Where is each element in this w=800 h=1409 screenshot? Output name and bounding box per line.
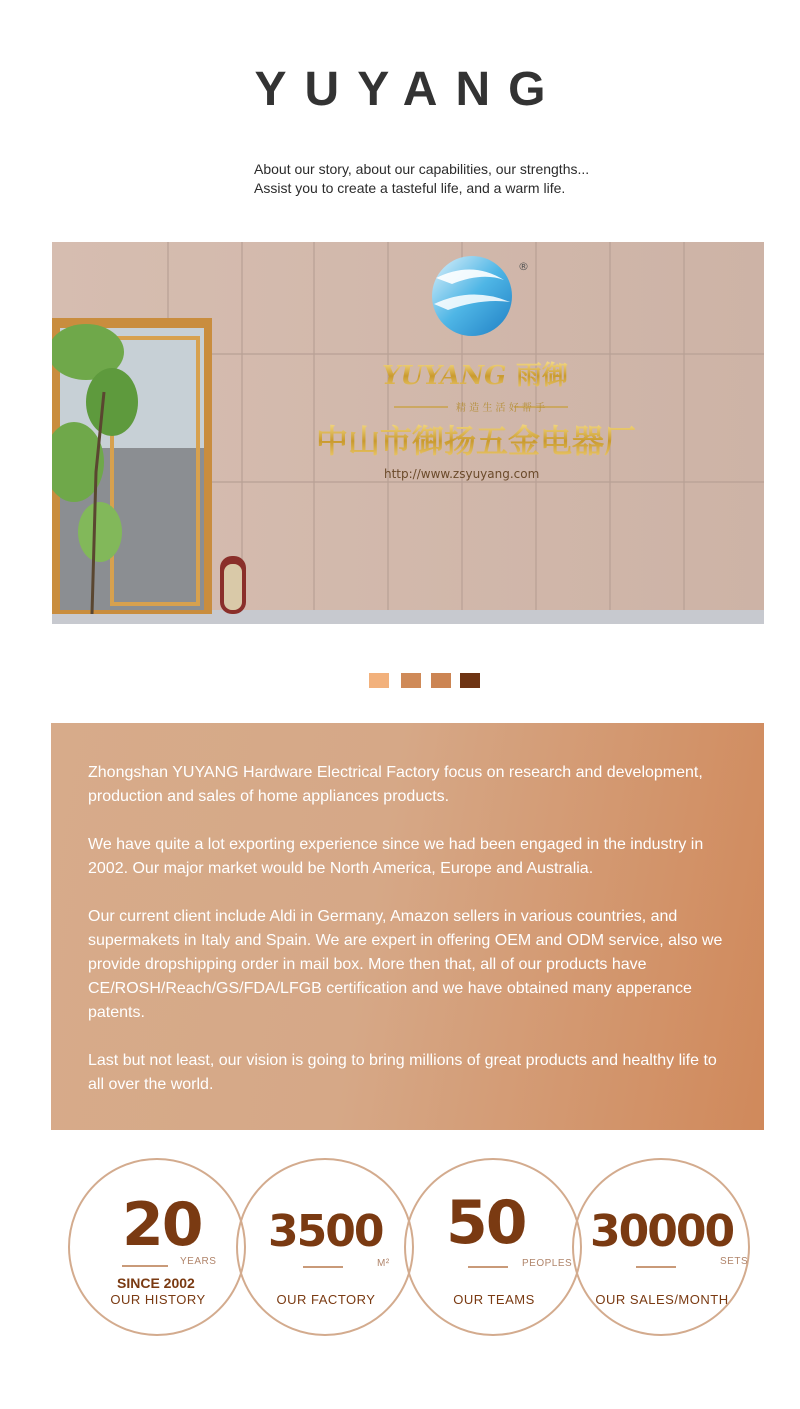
stat-label: OUR HISTORY xyxy=(110,1292,206,1307)
stat-label: OUR SALES/MONTH xyxy=(595,1292,729,1307)
stat-unit: M² xyxy=(377,1258,390,1269)
sign-url: http://www.zsyuyang.com xyxy=(384,467,540,481)
svg-text:®: ® xyxy=(518,260,529,273)
stat-unit: SETS xyxy=(720,1256,749,1267)
intro-line-2: Assist you to create a tasteful life, and a warm life. xyxy=(254,180,566,196)
intro-line-1: About our story, about our capabilities, our strengths... xyxy=(254,161,590,177)
carousel-dot-1[interactable] xyxy=(369,673,389,688)
about-paragraph: Zhongshan YUYANG Hardware Electrical Factory focus on research and development, production and sales of home appliances products. xyxy=(88,764,703,805)
carousel-dot-3[interactable] xyxy=(431,673,451,688)
sign-latin: YUYANG xyxy=(382,361,507,391)
stat-unit: YEARS xyxy=(180,1256,217,1267)
stat-divider xyxy=(636,1266,676,1268)
stat-number: 20 xyxy=(122,1190,202,1260)
stat-unit: PEOPLES xyxy=(522,1258,573,1269)
about-panel xyxy=(51,723,764,1130)
factory-storefront-illustration xyxy=(52,242,764,624)
sign-slogan: 精 造 生 活 好 帮 手 xyxy=(456,403,546,414)
stat-label: OUR FACTORY xyxy=(276,1292,376,1307)
factory-photo xyxy=(52,242,764,624)
intro-text xyxy=(254,160,734,198)
stat-circle-factory xyxy=(236,1158,414,1336)
carousel-dot-2[interactable] xyxy=(401,673,421,688)
stat-divider xyxy=(303,1266,343,1268)
sign-company-chinese: 中山市御扬五金电器厂 xyxy=(316,422,637,460)
sign-chinese-brand: 雨御 xyxy=(516,361,569,391)
carousel-dot-4-active[interactable] xyxy=(460,673,480,688)
stat-label: OUR TEAMS xyxy=(453,1292,535,1307)
about-paragraph: Last but not least, our vision is going to bring millions of great products and healthy life to all over the world. xyxy=(88,1052,717,1093)
stat-subtitle: SINCE 2002 xyxy=(117,1275,195,1291)
about-paragraph: We have quite a lot exporting experience since we had been engaged in the industry in 2002. Our major market would be North America, Europe and Australia. xyxy=(88,836,704,877)
stat-circle-teams xyxy=(404,1158,582,1336)
stat-circle-history xyxy=(68,1158,246,1336)
about-paragraph: Our current client include Aldi in Germany, Amazon sellers in various countries, and supermakets in Italy and Spain. We are expert in offering OEM and ODM service, also we provide dropshipping order in mail box. More then that, all of our products have CE/ROSH/Reach/GS/FDA/LFGB certification and we have obtained many apperance patents. xyxy=(88,908,723,1021)
stat-number: 50 xyxy=(446,1188,526,1258)
stat-divider xyxy=(122,1265,168,1267)
stats-section xyxy=(0,1155,800,1340)
brand-title: YUYANG xyxy=(254,63,564,116)
stat-circle-sales xyxy=(572,1158,750,1336)
stat-number: 30000 xyxy=(590,1206,734,1257)
stat-divider xyxy=(468,1266,508,1268)
stat-number: 3500 xyxy=(268,1206,383,1257)
